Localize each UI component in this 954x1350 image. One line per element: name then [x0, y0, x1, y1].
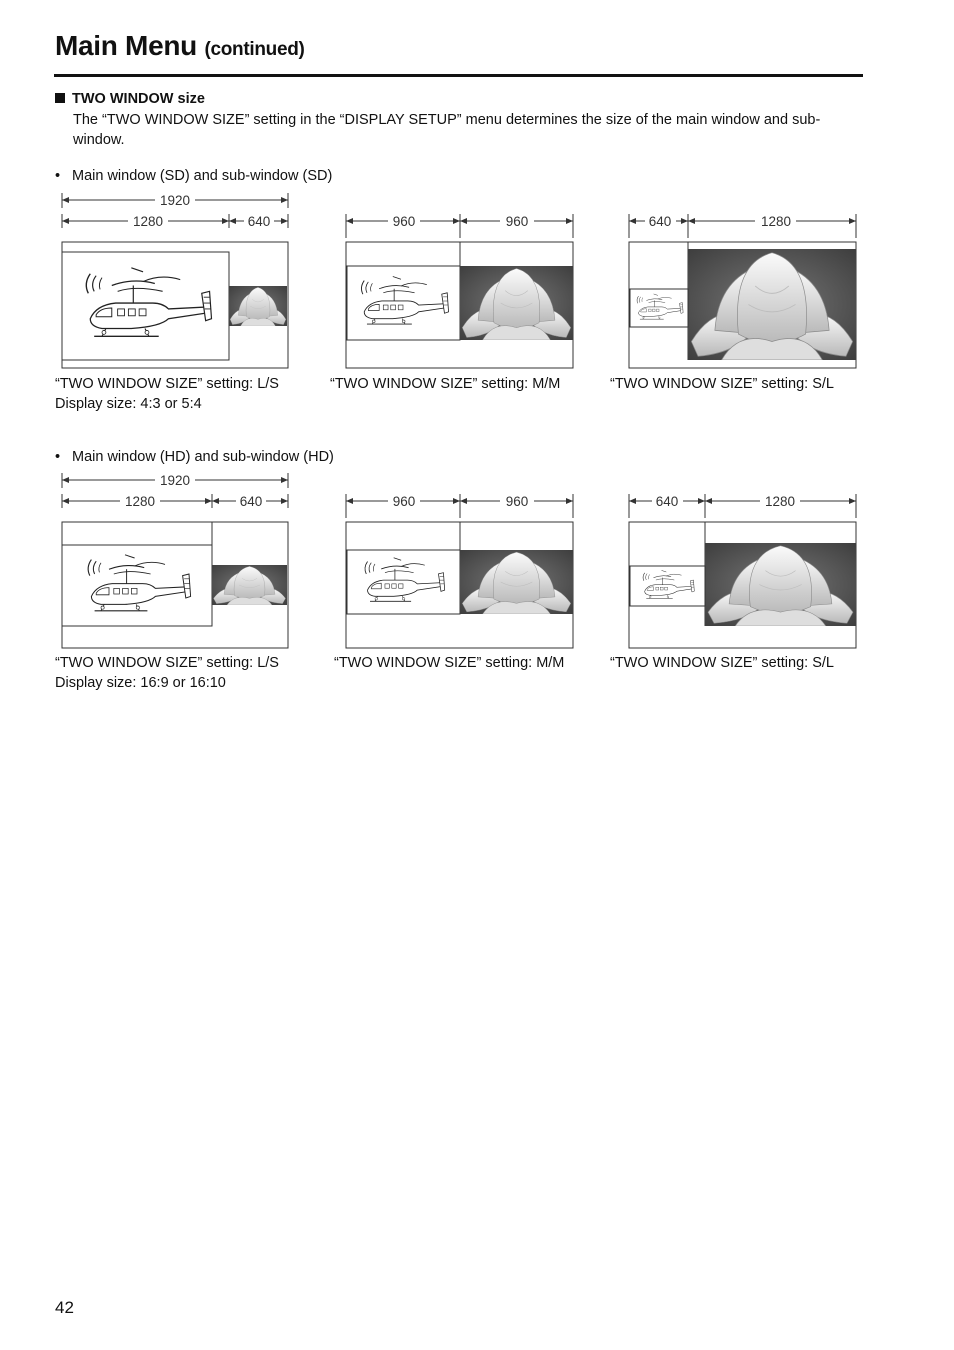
dim-total-label: 1920 — [159, 193, 191, 208]
page-title-main: Main Menu — [55, 30, 197, 61]
dim-sub-label: 640 — [239, 494, 263, 509]
page-number: 42 — [55, 1298, 74, 1317]
caption-hd-ls — [55, 653, 279, 693]
caption-setting: “TWO WINDOW SIZE” setting: S/L — [610, 376, 834, 392]
dim-total-label: 1920 — [159, 473, 191, 488]
caption-display-size: Display size: 4:3 or 5:4 — [55, 396, 202, 412]
bullet-dot-icon: • — [55, 168, 61, 184]
caption-hd-sl — [610, 653, 834, 673]
dim-main-label: 1280 — [124, 494, 156, 509]
dim-main-label: 1280 — [760, 214, 792, 229]
section-description: The “TWO WINDOW SIZE” setting in the “DISPLAY SETUP” menu determines the size of the main window and sub-window. — [73, 112, 821, 148]
dim-main-label: 960 — [392, 494, 416, 509]
caption-hd-mm — [334, 653, 564, 673]
bullet-dot-icon: • — [55, 449, 61, 465]
dim-sub-label: 640 — [247, 214, 271, 229]
dim-main-label: 1280 — [132, 214, 164, 229]
caption-display-size: Display size: 16:9 or 16:10 — [55, 675, 226, 691]
group-hd-heading-text: Main window (HD) and sub-window (HD) — [72, 449, 334, 465]
dim-sub-label: 640 — [648, 214, 672, 229]
dim-main-label: 960 — [392, 214, 416, 229]
caption-setting: “TWO WINDOW SIZE” setting: L/S — [55, 376, 279, 392]
dim-sub-label: 960 — [505, 494, 529, 509]
caption-setting: “TWO WINDOW SIZE” setting: S/L — [610, 655, 834, 671]
group-sd-heading-text: Main window (SD) and sub-window (SD) — [72, 168, 333, 184]
dim-sub-label: 640 — [655, 494, 679, 509]
dim-main-label: 1280 — [764, 494, 796, 509]
caption-setting: “TWO WINDOW SIZE” setting: M/M — [330, 376, 561, 392]
section-heading-text: TWO WINDOW size — [72, 91, 205, 107]
caption-setting: “TWO WINDOW SIZE” setting: M/M — [334, 655, 565, 671]
caption-setting: “TWO WINDOW SIZE” setting: L/S — [55, 655, 279, 671]
page-title-continued: (continued) — [204, 39, 305, 60]
dim-sub-label: 960 — [505, 214, 529, 229]
lotus-image — [705, 543, 856, 626]
